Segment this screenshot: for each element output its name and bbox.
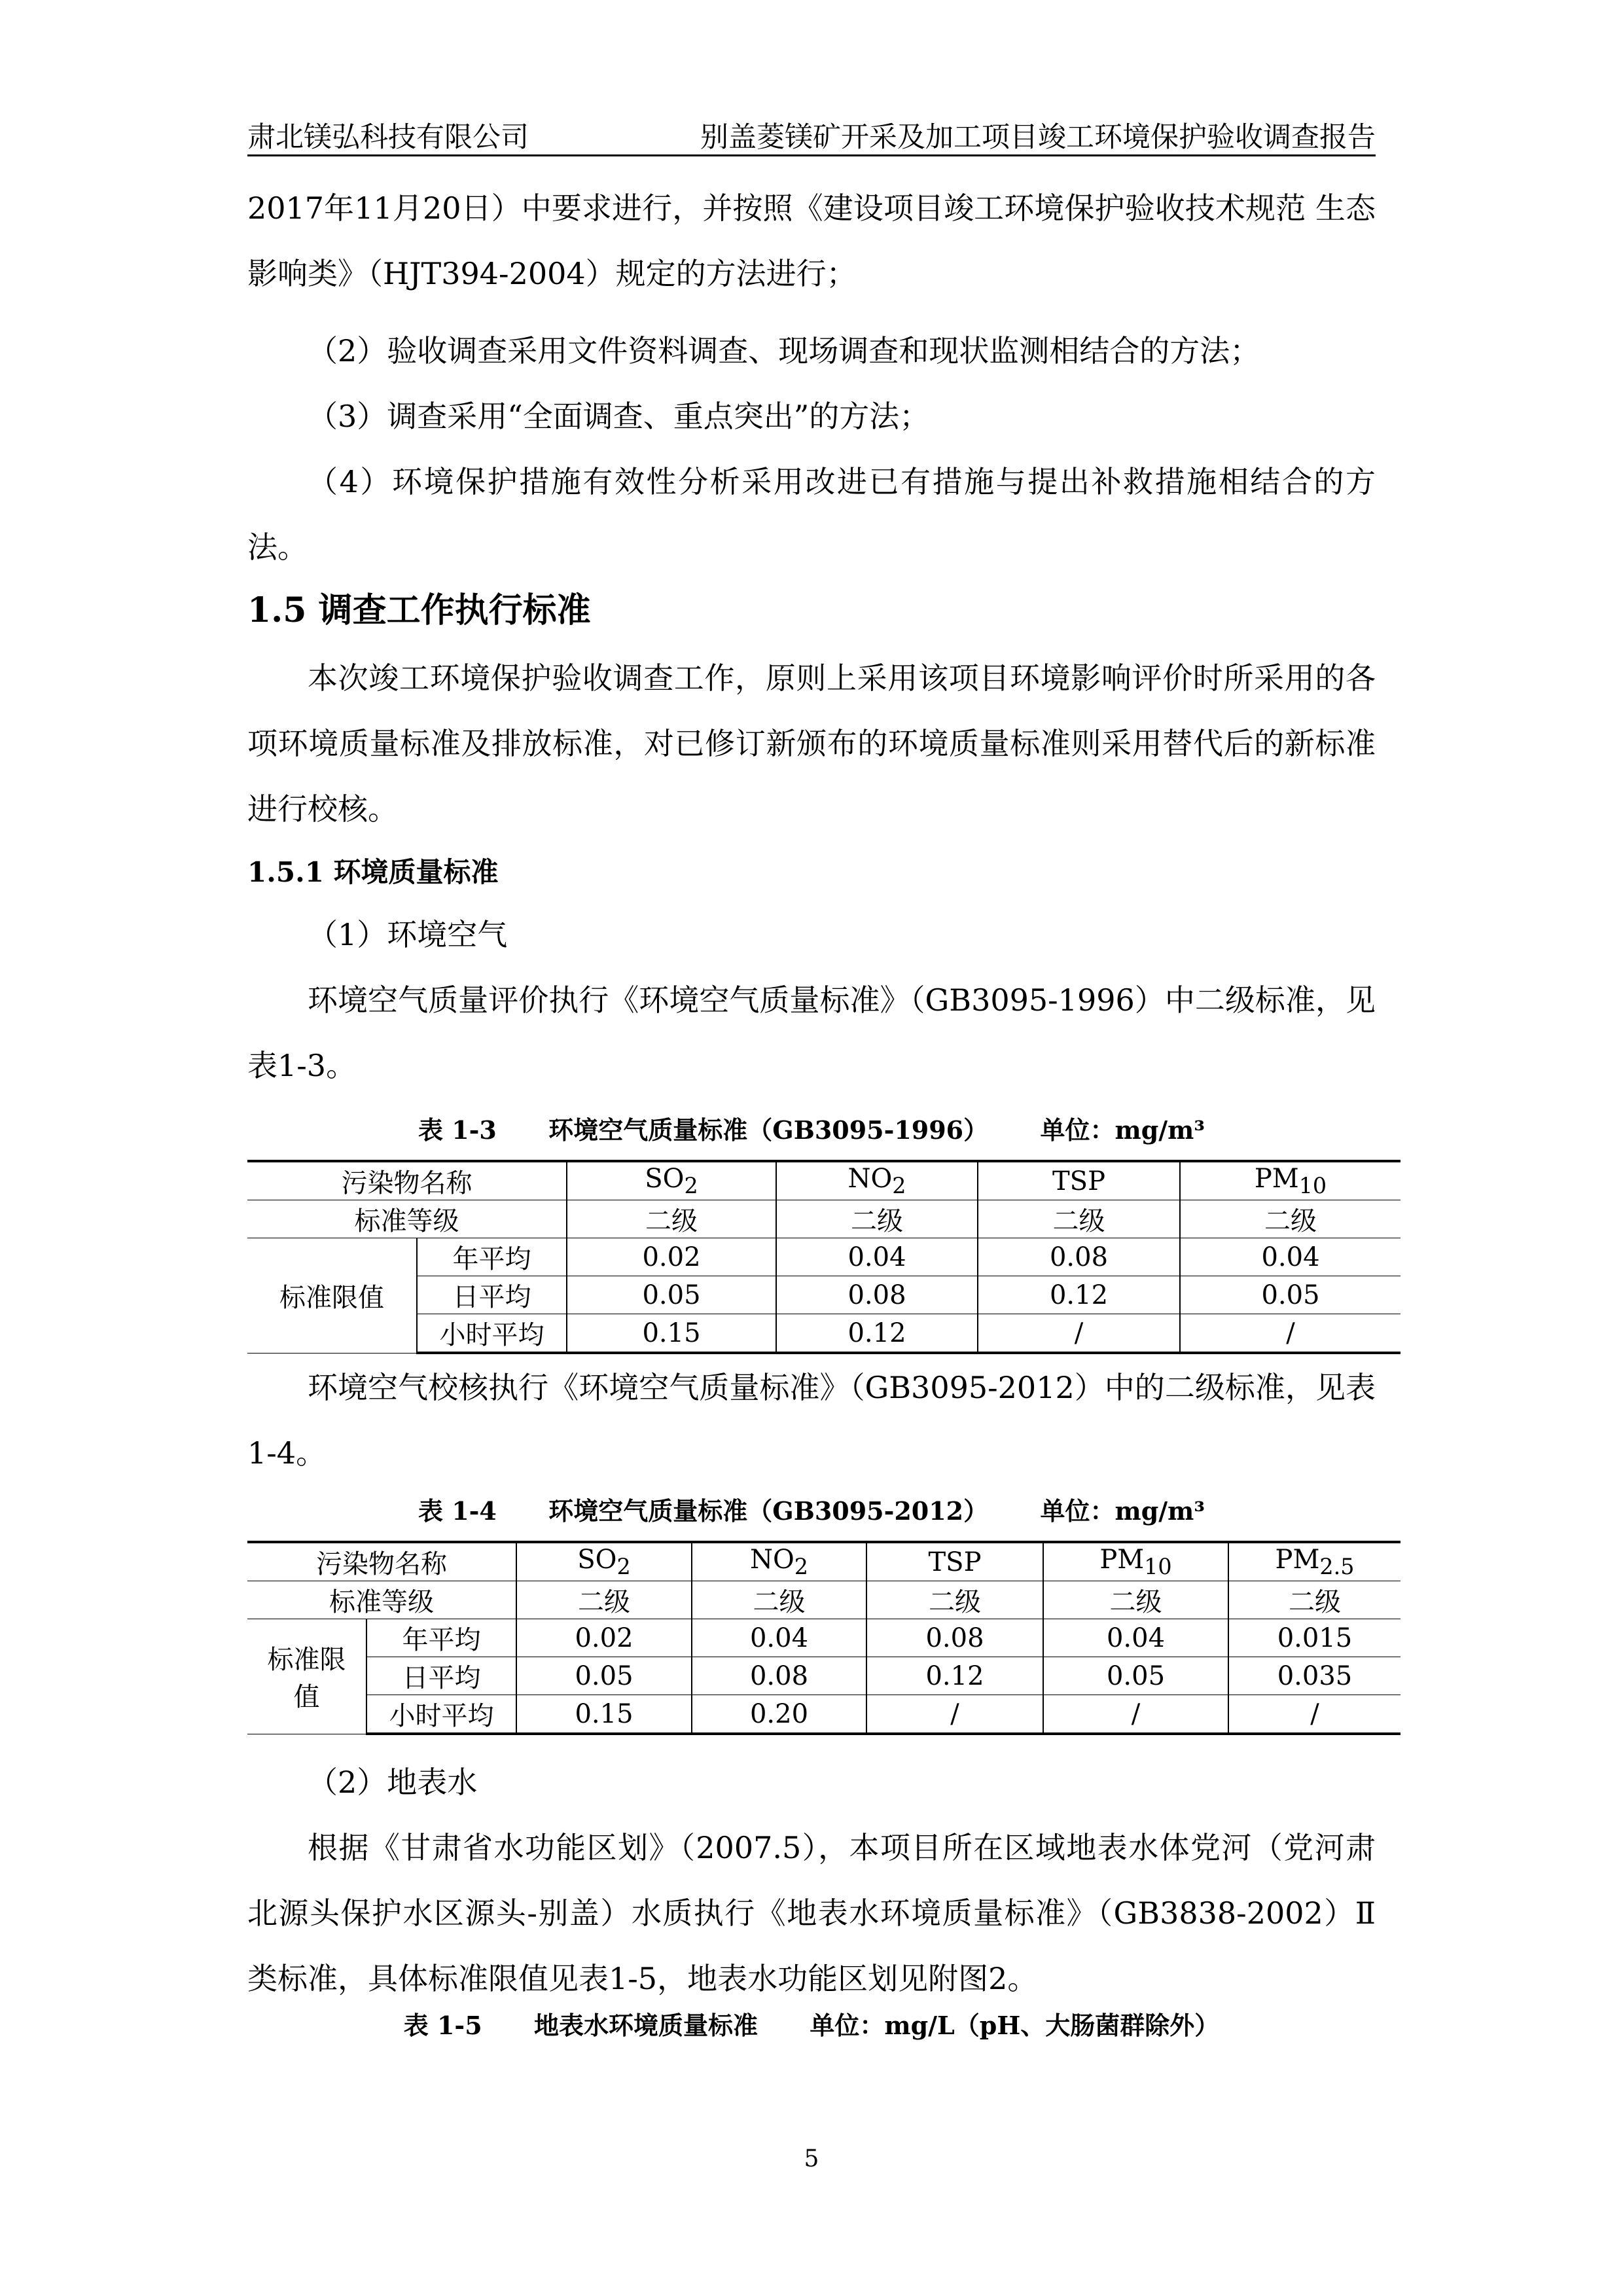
table-cell: 0.04 [692,1619,866,1657]
table-cell: 标准等级 [247,1200,567,1238]
table-cell: $PM_{10}$ [1043,1542,1228,1581]
paragraph-standards-intro: 本次竣工环境保护验收调查工作，原则上采用该项目环境影响评价时所采用的各项环境质量标准及排放标准，对已修订新颁布的环境质量标准则采用替代后的新标准进行校核。 [247,660,1376,827]
table-cell: 二级 [692,1581,866,1619]
table-cell: / [866,1695,1043,1734]
table-row [247,1314,1400,1354]
table-cell: 二级 [567,1200,776,1238]
table-cell: TSP [978,1161,1180,1200]
table-row [247,1542,1400,1581]
table-1-4-caption: 表 1-4 环境空气质量标准（GB3095-2012） 单位：mg/m³ [418,1496,1205,1526]
table-row [247,1581,1400,1619]
table-cell: $NO_2$ [692,1542,866,1581]
table-cell: 小时平均 [417,1314,567,1354]
paragraph-ambient-air-check: 环境空气校核执行《环境空气质量标准》（GB3095-2012）中的二级标准，见表1-4。 [247,1370,1376,1471]
table-cell: 标准限 值 [247,1619,366,1734]
table-cell: / [978,1314,1180,1354]
table-1-3 [247,1160,1400,1354]
table-row [247,1200,1400,1238]
table-cell: 0.05 [1043,1657,1228,1695]
table-cell: 年平均 [366,1619,516,1657]
table-cell: $SO_2$ [516,1542,692,1581]
table-cell: $PM_{2.5}$ [1228,1542,1400,1581]
paragraph-method-1: 2017年11月20日）中要求进行，并按照《建设项目竣工环境保护验收技术规范 生态影响类》（HJT394-2004）规定的方法进行； [247,190,1376,291]
page-number: 5 [804,2145,819,2172]
table-cell: 二级 [776,1200,978,1238]
table-cell: 0.05 [516,1657,692,1695]
table-cell: 0.015 [1228,1619,1400,1657]
table-cell: TSP [866,1542,1043,1581]
table-cell: / [1228,1695,1400,1734]
table-cell: 二级 [978,1200,1180,1238]
table-cell: 0.05 [1180,1276,1400,1314]
table-cell: 0.02 [516,1619,692,1657]
table-cell: 0.05 [567,1276,776,1314]
table-cell: $SO_2$ [567,1161,776,1200]
header-company: 肃北镁弘科技有限公司 [247,121,529,154]
table-1-5-caption: 表 1-5 地表水环境质量标准 单位：mg/L（pH、大肠菌群除外） [403,2011,1220,2040]
header-report-title: 别盖菱镁矿开采及加工项目竣工环境保护验收调查报告 [700,121,1376,154]
table-cell: / [1180,1314,1400,1354]
paragraph-surface-water-heading: （2）地表水 [308,1765,478,1800]
table-cell: 日平均 [366,1657,516,1695]
table-cell: 0.12 [776,1314,978,1354]
table-cell: 小时平均 [366,1695,516,1734]
table-cell: 0.04 [1180,1238,1400,1276]
table-cell: 0.02 [567,1238,776,1276]
section-heading-1-5-1: 1.5.1 环境质量标准 [247,856,499,888]
table-cell: 0.15 [567,1314,776,1354]
header-rule [247,154,1376,156]
table-cell: 0.08 [692,1657,866,1695]
table-row [247,1657,1400,1695]
table-row [247,1619,1400,1657]
table-1-3-header-label: 污染物名称 [247,1161,567,1200]
table-row [247,1276,1400,1314]
table-cell: 二级 [1228,1581,1400,1619]
table-cell: 0.15 [516,1695,692,1734]
table-cell: 0.12 [978,1276,1180,1314]
table-cell: 年平均 [417,1238,567,1276]
table-row [247,1161,1400,1200]
table-1-4-header-label: 污染物名称 [247,1542,516,1581]
table-cell: 二级 [1043,1581,1228,1619]
paragraph-surface-water: 根据《甘肃省水功能区划》（2007.5），本项目所在区域地表水体党河（党河肃北源头保护水区源头-别盖）水质执行《地表水环境质量标准》（GB3838-2002）Ⅱ类标准，具体标准限值见表1-5，地表水功能区划见附图2。 [247,1830,1376,1996]
table-cell: 0.04 [1043,1619,1228,1657]
table-cell: $NO_2$ [776,1161,978,1200]
paragraph-ambient-air-eval: 环境空气质量评价执行《环境空气质量标准》（GB3095-1996）中二级标准，见表1-3。 [247,982,1376,1083]
table-cell: 0.04 [776,1238,978,1276]
paragraph-method-4: （4）环境保护措施有效性分析采用改进已有措施与提出补救措施相结合的方法。 [247,464,1376,565]
paragraph-ambient-air-heading: （1）环境空气 [308,917,508,952]
table-1-4 [247,1541,1400,1735]
table-1-3-caption: 表 1-3 环境空气质量标准（GB3095-1996） 单位：mg/m³ [418,1115,1205,1145]
table-cell: 日平均 [417,1276,567,1314]
table-cell: $PM_{10}$ [1180,1161,1400,1200]
table-row [247,1238,1400,1276]
table-cell: 0.12 [866,1657,1043,1695]
section-heading-1-5: 1.5 调查工作执行标准 [247,590,591,630]
table-cell: 二级 [1180,1200,1400,1238]
table-cell: 标准等级 [247,1581,516,1619]
table-cell: 0.20 [692,1695,866,1734]
table-cell: 标准限值 [247,1238,417,1354]
table-cell: 二级 [866,1581,1043,1619]
paragraph-method-3: （3）调查采用“全面调查、重点突出”的方法； [308,399,930,434]
table-cell: 0.08 [978,1238,1180,1276]
table-cell: 0.08 [866,1619,1043,1657]
table-cell: 0.08 [776,1276,978,1314]
table-cell: 0.035 [1228,1657,1400,1695]
table-row [247,1695,1400,1734]
paragraph-method-2: （2）验收调查采用文件资料调查、现场调查和现状监测相结合的方法； [308,333,1260,368]
table-cell: / [1043,1695,1228,1734]
table-cell: 二级 [516,1581,692,1619]
